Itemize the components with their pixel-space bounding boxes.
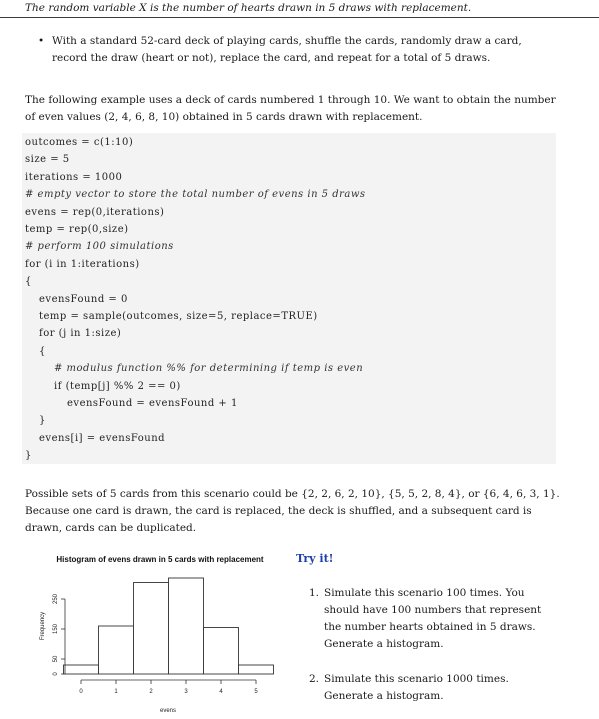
- exercise-number: 1.: [309, 587, 320, 599]
- code-comment-line: # empty vector to store the total number of evens in 5 draws: [25, 189, 366, 201]
- code-line: {: [39, 345, 46, 357]
- x-tick-label: 1: [114, 689, 118, 695]
- x-tick-label: 2: [149, 689, 153, 695]
- histogram-chart: [35, 548, 285, 716]
- code-line: }: [25, 450, 32, 462]
- code-line: outcomes = c(1:10): [25, 137, 134, 148]
- code-line: for (j in 1:size): [39, 328, 122, 340]
- exercise-number: 2.: [309, 673, 320, 685]
- bullet-text: With a standard 52-card deck of playing cards, shuffle the cards, randomly draw a card, record the draw (heart or not), replace the card, and repeat for a total of 5 draws.: [52, 35, 522, 64]
- x-tick-label: 5: [254, 689, 258, 695]
- y-tick-label: 0: [53, 672, 59, 676]
- exercise-text: Simulate this scenario 100 times. You should have 100 numbers that represent the number hearts obtained in 5 draws. Generate a histogram.: [324, 587, 542, 650]
- histogram-bar: [169, 578, 204, 674]
- x-tick-label: 4: [219, 689, 223, 695]
- y-tick-label: 250: [53, 593, 59, 605]
- y-tick-label: 50: [53, 655, 59, 663]
- x-tick-label: 0: [79, 689, 83, 695]
- x-axis-label: evens: [159, 708, 177, 714]
- x-tick-label: 3: [184, 689, 188, 695]
- code-line: {: [25, 276, 32, 288]
- exercise-text: Simulate this scenario 1000 times. Generate a histogram.: [324, 673, 509, 702]
- code-line: if (temp[j] %% 2 == 0): [54, 380, 181, 392]
- chart-title: Histogram of evens drawn in 5 cards with replacement: [56, 555, 264, 564]
- page-header: [0, 0, 599, 18]
- code-line: temp = rep(0,size): [25, 224, 129, 235]
- code-comment-line: # modulus function %% for determining if temp is even: [54, 363, 364, 375]
- histogram-bar: [239, 665, 274, 674]
- code-line: evens = rep(0,iterations): [25, 206, 165, 218]
- bullet-dot: •: [38, 35, 45, 47]
- code-line: temp = sample(outcomes, size=5, replace=TRUE): [39, 311, 318, 322]
- intro-paragraph: The following example uses a deck of cards numbered 1 through 10. We want to obtain the number of even values (2, 4, 6, 8, 10) obtained in 5 cards drawn with replacement.: [25, 94, 556, 123]
- possible-sets-paragraph: Possible sets of 5 cards from this scenario could be {2, 2, 6, 2, 10}, {5, 5, 2, 8, 4}, or {6, 4, 6, 3, 1}. Because one card is drawn, the card is replaced, the deck is shuffled, and a subsequent card is drawn, cards can be duplicated.: [25, 488, 560, 534]
- try-it-heading: Try it!: [296, 552, 334, 565]
- histogram-bar: [64, 665, 99, 674]
- code-line: evensFound = 0: [39, 293, 128, 305]
- histogram-bar: [204, 628, 239, 675]
- code-block: [22, 133, 556, 464]
- code-comment-line: # perform 100 simulations: [25, 241, 174, 253]
- histogram-bar: [134, 583, 169, 675]
- y-tick-label: 150: [53, 623, 59, 635]
- code-line: for (i in 1:iterations): [25, 258, 140, 270]
- code-line: size = 5: [25, 154, 70, 166]
- code-line: iterations = 1000: [25, 171, 123, 183]
- code-line: }: [39, 415, 46, 427]
- histogram-bar: [99, 626, 134, 674]
- header-text: The random variable X is the number of hearts drawn in 5 draws with replacement.: [25, 2, 472, 14]
- code-line: evens[i] = evensFound: [39, 432, 166, 444]
- y-axis-label: Frequency: [40, 611, 46, 641]
- code-line: evensFound = evensFound + 1: [67, 398, 238, 409]
